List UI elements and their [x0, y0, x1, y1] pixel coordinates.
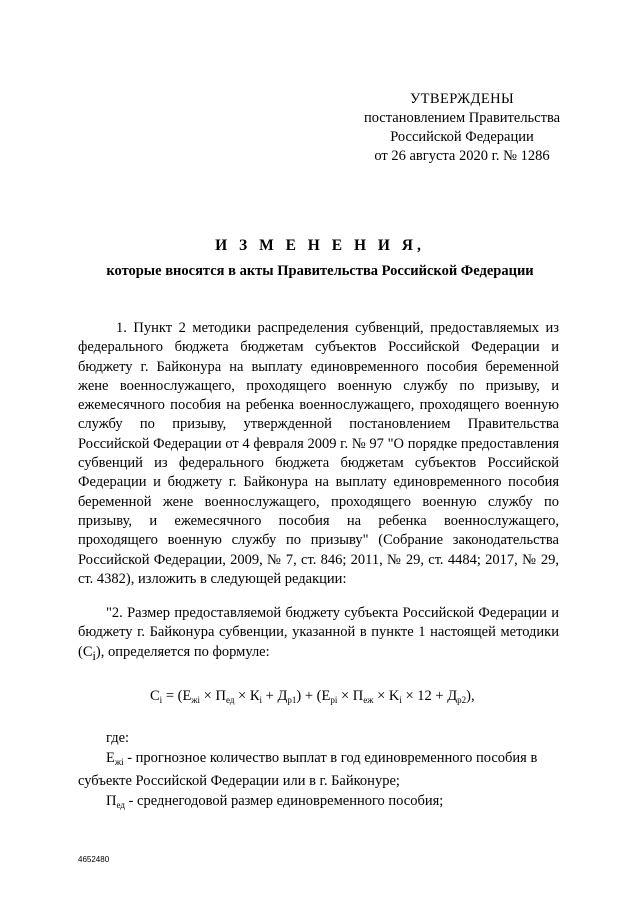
approval-title: УТВЕРЖДЕНЫ: [409, 91, 515, 107]
formula-part: ),: [466, 688, 475, 704]
formula-sub: ед: [225, 695, 235, 705]
definitions-list: [78, 749, 559, 815]
formula-sub: i: [399, 695, 402, 705]
definition-symbol: E: [106, 750, 115, 766]
document-title: И З М Е Н Е Н И Я,: [215, 237, 425, 254]
paragraph-2-text: [78, 604, 559, 666]
approval-line-2: Российской Федерации: [390, 129, 534, 145]
formula-sub: жi: [191, 695, 201, 705]
formula-sub: i: [259, 695, 263, 705]
formula-part: × K: [373, 688, 400, 704]
formula-sub: i: [159, 695, 163, 705]
formula-lhs: C: [150, 688, 160, 704]
formula: [150, 688, 570, 705]
paragraph-2: [78, 604, 559, 666]
formula-part: × П: [200, 688, 226, 704]
definition-item: [78, 792, 559, 815]
formula-sub: р2: [457, 695, 467, 705]
paragraph-2-start: "2. Размер предоставляемой бюджету субъекта Российской Федерации и бюджету г. Байконура субвенции, указанной в пункте 1 настоящей методики (C: [78, 605, 559, 660]
approval-line-1: постановлением Правительства: [363, 110, 561, 126]
document-number: 4652480: [78, 855, 110, 864]
formula-sub: еж: [363, 695, 374, 705]
paragraph-2-sub: i: [92, 648, 96, 663]
where-label: где:: [106, 730, 130, 746]
formula-part: + Д: [262, 688, 288, 704]
paragraph-1: [78, 319, 559, 589]
formula-sub: р1: [287, 695, 297, 705]
document-subtitle: которые вносятся в акты Правительства Российской Федерации: [106, 263, 534, 279]
definition-text: - прогнозное количество выплат в год единовременного пособия в субъекте Российской Федерации или в г. Байконуре;: [78, 750, 538, 790]
formula-part: × К: [234, 688, 260, 704]
approval-line-3: от 26 августа 2020 г. № 1286: [374, 148, 550, 164]
definition-text: - среднегодовой размер единовременного пособия;: [124, 792, 444, 809]
formula-part: × П: [337, 688, 364, 704]
definition-sub: жi: [114, 757, 124, 767]
definition-symbol: П: [106, 792, 117, 809]
formula-sub: рi: [330, 695, 338, 705]
paragraph-2-end: ), определяется по формуле:: [95, 643, 270, 660]
formula-part: × 12 + Д: [401, 688, 458, 704]
formula-part: = (E: [162, 688, 192, 704]
formula-part: ) + (E: [296, 688, 331, 704]
definition-sub: ед: [116, 799, 125, 810]
approval-stamp: [352, 90, 572, 166]
paragraph-1-text: 1. Пункт 2 методики распределения субвенций, предоставляемых из федерального бюджета бюджетам субъектов Российской Федерации и бюджету г. Байконура на выплату единовременного пособия беременной жене военнослужащего, проходящего военную службу по призыву, и ежемесячного пособия на ребенка военнослужащего, проходящего военную службу по призыву, утвержденной постановлением Правительства Российской Федерации от 4 февраля 2009 г. № 97 "О порядке предоставления субвенций из федерального бюджета бюджетам субъектов Российской Федерации и бюджету г. Байконура на выплату единовременного пособия беременной жене военнослужащего, проходящего военную службу по призыву, и ежемесячного пособия на ребенка военнослужащего, проходящего военную службу по призыву" (Собрание законодательства Российской Федерации, 2009, № 7, ст. 846; 2011, № 29, ст. 4484; 2017, № 29, ст. 4382), изложить в следующей редакции:: [78, 320, 559, 587]
definition-item: [78, 749, 559, 792]
